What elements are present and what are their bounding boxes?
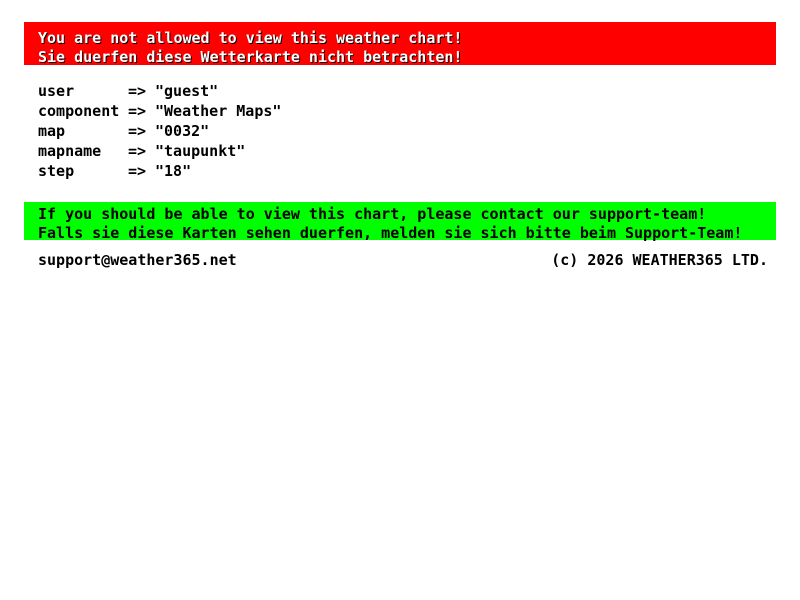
footer bbox=[38, 250, 768, 270]
detail-row-map bbox=[38, 121, 281, 141]
detail-key: map bbox=[38, 122, 66, 140]
detail-key: user bbox=[38, 82, 75, 100]
copyright-notice: (c) 2026 WEATHER365 LTD. bbox=[551, 251, 768, 269]
detail-row-user bbox=[38, 81, 281, 101]
detail-key: mapname bbox=[38, 142, 102, 160]
detail-value: "18" bbox=[155, 162, 192, 180]
detail-arrow: => bbox=[128, 122, 147, 140]
detail-key: step bbox=[38, 162, 75, 180]
support-email: support@weather365.net bbox=[38, 251, 237, 269]
access-denied-banner bbox=[24, 22, 776, 65]
access-denied-line-en: You are not allowed to view this weather chart! bbox=[38, 29, 463, 47]
access-denied-line-de: Sie duerfen diese Wetterkarte nicht betrachten! bbox=[38, 48, 463, 66]
support-line-de: Falls sie diese Karten sehen duerfen, melden sie sich bitte beim Support-Team! bbox=[38, 224, 743, 242]
detail-arrow: => bbox=[128, 162, 147, 180]
support-line-en: If you should be able to view this chart, please contact our support-team! bbox=[38, 205, 707, 223]
detail-value: "Weather Maps" bbox=[155, 102, 282, 120]
detail-arrow: => bbox=[128, 102, 147, 120]
detail-value: "0032" bbox=[155, 122, 210, 140]
support-info-banner bbox=[24, 202, 776, 240]
detail-arrow: => bbox=[128, 142, 147, 160]
detail-value: "guest" bbox=[155, 82, 219, 100]
detail-value: "taupunkt" bbox=[155, 142, 246, 160]
request-details bbox=[38, 81, 281, 181]
detail-row-component bbox=[38, 101, 281, 121]
detail-key: component bbox=[38, 102, 120, 120]
detail-arrow: => bbox=[128, 82, 147, 100]
detail-row-step bbox=[38, 161, 281, 181]
detail-row-mapname bbox=[38, 141, 281, 161]
